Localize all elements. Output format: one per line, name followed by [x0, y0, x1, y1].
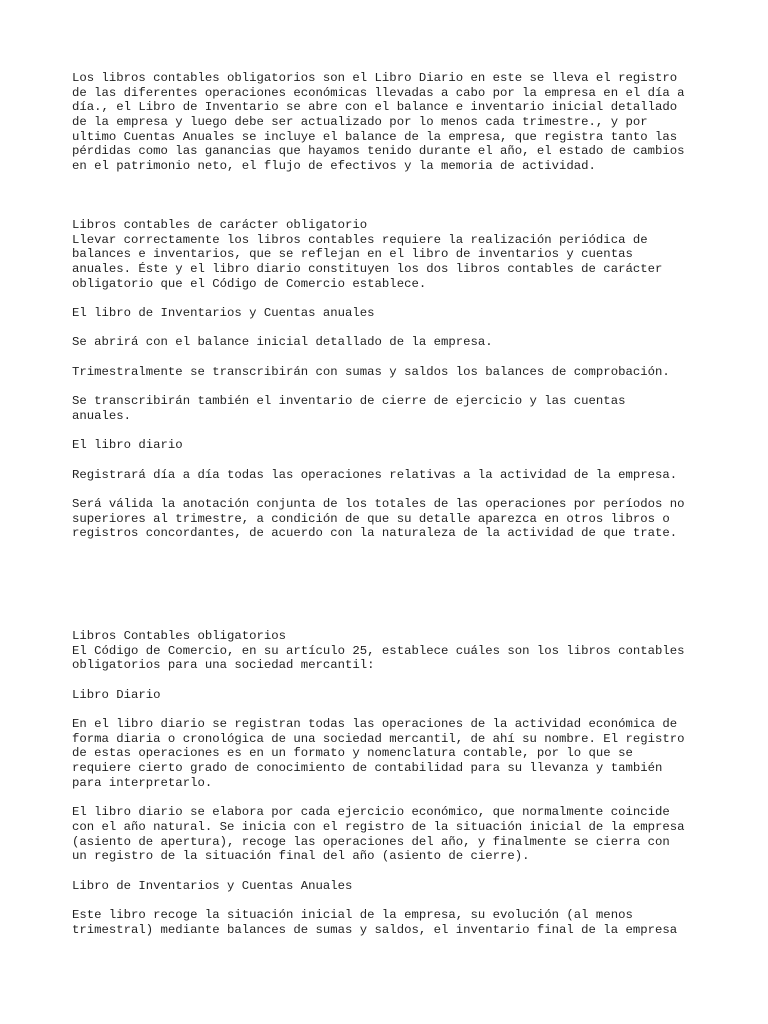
text-line: El Código de Comercio, en su artículo 25, establece cuáles son los libros contables: [72, 643, 685, 658]
text-line: Los libros contables obligatorios son el Libro Diario en este se lleva el registro: [72, 71, 678, 85]
text-line: Se abrirá con el balance inicial detallado de la empresa.: [72, 335, 493, 350]
spacer: [72, 423, 712, 438]
section-heading: Libros Contables obligatorios: [72, 628, 287, 643]
paragraph-transcribiran: [72, 394, 712, 423]
paragraph-heading-libro-diario: [72, 688, 712, 703]
section-heading: El libro de Inventarios y Cuentas anuales: [72, 305, 375, 320]
paragraph-section-codigo: [72, 629, 712, 673]
text-line: día., el Libro de Inventario se abre con el balance e inventario inicial detallado: [72, 100, 678, 115]
text-line: Trimestralmente se transcribirán con sumas y saldos los balances de comprobación.: [72, 364, 670, 379]
section-heading: Libros contables de carácter obligatorio: [72, 217, 368, 232]
text-line: registros concordantes, de acuerdo con la naturaleza de la actividad de que trate.: [72, 526, 678, 541]
text-line: en el patrimonio neto, el flujo de efectivos y la memoria de actividad.: [72, 159, 596, 174]
spacer: [72, 174, 712, 218]
text-line: obligatorio que el Código de Comercio establece.: [72, 276, 427, 291]
spacer: [72, 453, 712, 468]
spacer: [72, 321, 712, 336]
paragraph-libro-diario-ejercicio: [72, 805, 712, 864]
text-line: de estas operaciones es en un formato y nomenclatura contable, por lo que se: [72, 746, 633, 761]
text-line: superiores al trimestre, a condición de que su detalle aparezca en otros libros o: [72, 511, 670, 526]
spacer: [72, 379, 712, 394]
text-line: requiere cierto grado de conocimiento de contabilidad para su llevanza y también: [72, 761, 663, 776]
text-line: trimestral) mediante balances de sumas y saldos, el inventario final de la empresa: [72, 922, 678, 937]
text-line: Llevar correctamente los libros contables requiere la realización periódica de: [72, 232, 648, 247]
text-line: anuales.: [72, 408, 132, 423]
text-line: balances e inventarios, que se reflejan en el libro de inventarios y cuentas: [72, 247, 633, 262]
spacer: [72, 291, 712, 306]
text-line: El libro diario se elabora por cada ejercicio económico, que normalmente coincide: [72, 805, 670, 820]
text-line: un registro de la situación final del año (asiento de cierre).: [72, 849, 530, 864]
text-line: con el año natural. Se inicia con el registro de la situación inicial de la empresa: [72, 819, 685, 834]
paragraph-abrira: [72, 335, 712, 350]
spacer: [72, 350, 712, 365]
text-line: Este libro recoge la situación inicial de la empresa, su evolución (al menos: [72, 908, 633, 922]
paragraph-trimestral: [72, 365, 712, 380]
section-heading: El libro diario: [72, 438, 183, 453]
text-line: forma diaria o cronológica de una sociedad mercantil, de ahí su nombre. El registro: [72, 731, 685, 746]
text-line: de las diferentes operaciones económicas llevadas a cabo por la empresa en el día a: [72, 85, 685, 100]
spacer: [72, 864, 712, 879]
text-line: de la empresa y luego debe ser actualizado por lo menos cada trimestre., y por: [72, 115, 648, 130]
paragraph-libro-diario-desc: [72, 717, 712, 790]
text-line: (asiento de apertura), recoge las operaciones del año, y finalmente se cierra con: [72, 834, 670, 849]
text-line: Se transcribirán también el inventario de cierre de ejercicio y las cuentas: [72, 394, 626, 409]
paragraph-intro: [72, 71, 712, 174]
paragraph-heading-inventarios-anuales: [72, 879, 712, 894]
text-line: anuales. Éste y el libro diario constituyen los dos libros contables de carácter: [72, 261, 663, 276]
spacer: [72, 482, 712, 497]
paragraph-valida: [72, 497, 712, 541]
text-line: Registrará día a día todas las operaciones relativas a la actividad de la empresa.: [72, 467, 678, 482]
spacer: [72, 673, 712, 688]
text-line: pérdidas como las ganancias que hayamos tenido durante el año, el estado de cambios: [72, 144, 685, 159]
text-line: para interpretarlo.: [72, 775, 213, 790]
spacer: [72, 791, 712, 806]
text-line: obligatorios para una sociedad mercantil:: [72, 658, 375, 673]
text-line: En el libro diario se registran todas las operaciones de la actividad económica de: [72, 717, 678, 732]
spacer: [72, 541, 712, 629]
text-line: ultimo Cuentas Anuales se incluye el balance de la empresa, que registra tanto las: [72, 129, 678, 144]
paragraph-registrara: [72, 468, 712, 483]
document-page: [72, 71, 712, 937]
paragraph-heading-diario: [72, 438, 712, 453]
paragraph-este-libro: [72, 908, 712, 937]
section-heading: Libro de Inventarios y Cuentas Anuales: [72, 878, 353, 893]
paragraph-heading-inventarios: [72, 306, 712, 321]
section-heading: Libro Diario: [72, 687, 161, 702]
spacer: [72, 893, 712, 908]
paragraph-section-obligatorio: [72, 218, 712, 291]
text-line: Será válida la anotación conjunta de los totales de las operaciones por períodos no: [72, 496, 685, 511]
spacer: [72, 702, 712, 717]
